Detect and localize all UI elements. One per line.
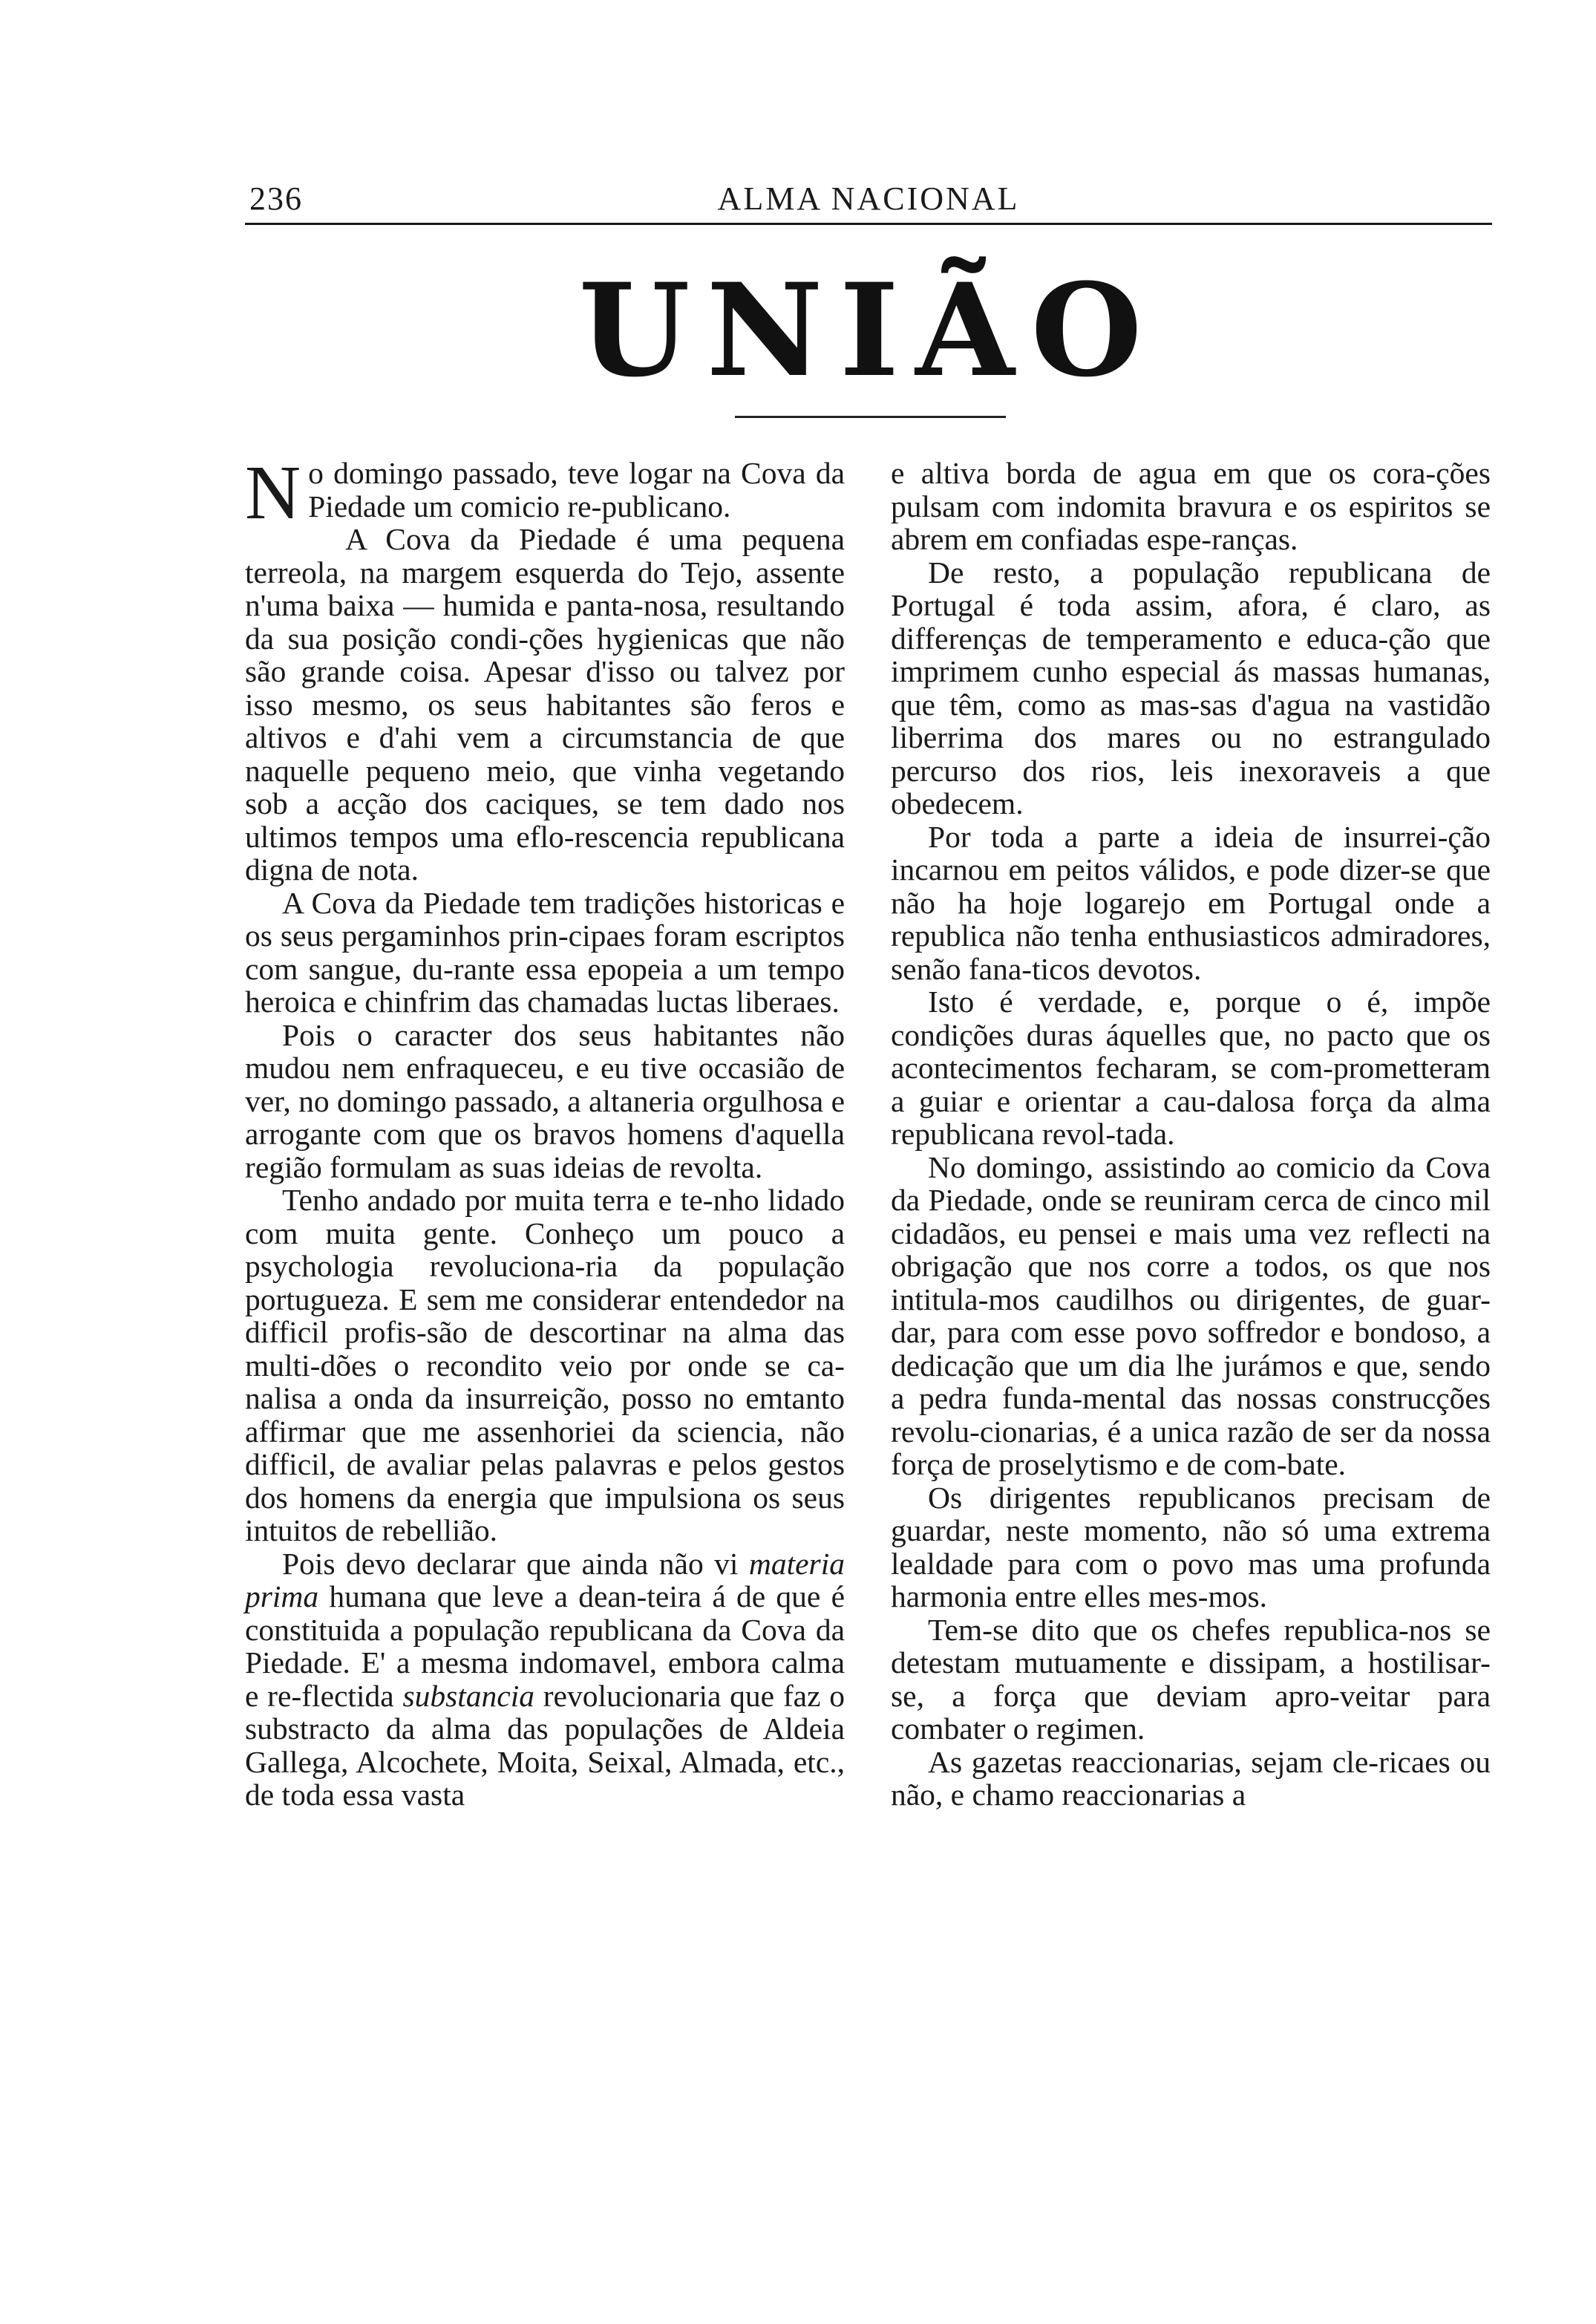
header-rule [245, 223, 1492, 225]
paragraph: A Cova da Piedade tem tradições historicas e os seus pergaminhos prin-cipaes foram escriptos com sangue, du-rante essa epopeia a um tempo heroica e chinfrim das chamadas luctas liberaes. [245, 885, 845, 1019]
paragraph: Por toda a parte a ideia de insurrei-ção incarnou em peitos válidos, e pode dizer-se que não ha hoje logarejo em Portugal onde a republica não tenha enthusiasticos admiradores, senão fana-ticos devotos. [891, 819, 1491, 986]
paragraph: De resto, a população republicana de Portugal é toda assim, afora, é claro, as differenças de temperamento e educa-ção que imprimem cunho especial ás massas humanas, que têm, como as mas-sas d'agua na vastidão liberrima dos mares ou no estrangulado percurso dos rios, leis inexoraveis a que obedecem. [891, 555, 1491, 820]
italic-phrase: substancia [402, 1678, 534, 1713]
paragraph: As gazetas reaccionarias, sejam cle-ricaes ou não, e chamo reaccionarias a [891, 1744, 1491, 1812]
page-number: 236 [249, 180, 303, 217]
paragraph-text: o domingo passado, teve logar na Cova da Piedade um comicio re-publicano. [308, 456, 845, 523]
paragraph: Isto é verdade, e, porque o é, impõe condições duras áquelles que, no pacto que os acontecimentos fecharam, se com-prometteram a guiar e orientar a cau-dalosa força da alma republicana revol-tada. [891, 985, 1491, 1151]
paragraph: Tenho andado por muita terra e te-nho lidado com muita gente. Conheço um pouco a psychologia revoluciona-ria da população portugueza. E sem me considerar entendedor na difficil profis-são de descortinar na alma das multi-dões o recondito veio por onde se ca-nalisa a onda da insurreição, posso no emtanto affirmar que me assenhoriei da sciencia, não difficil, de avaliar pelas palavras e pelos gestos dos homens da energia que impulsiona os seus intuitos de rebellião. [245, 1183, 845, 1547]
paragraph: No domingo, assistindo ao comicio da Cova da Piedade, onde se reuniram cerca de cinco mil cidadãos, eu pensei e mais uma vez reflecti na obrigação que nos corre a todos, os que nos intitula-mos caudilhos ou dirigentes, de guar-dar, para com esse povo soffredor e bondoso, a dedicação que um dia lhe jurámos e que, sendo a pedra funda-mental das nossas construcções revolu-cionarias, é a unica razão de ser da nossa força de proselytismo e de com-bate. [891, 1149, 1491, 1481]
paragraph: Tem-se dito que os chefes republica-nos se detestam mutuamente e dissipam, a hostilisar-se, a força que deviam apro-veitar para combater o regimen. [891, 1612, 1491, 1746]
right-column [891, 457, 1491, 1812]
paragraph: A Cova da Piedade é uma pequena terreola, na margem esquerda do Tejo, assente n'uma baixa — humida e panta-nosa, resultando da sua posição condi-ções hygienicas que não são grande coisa. Apesar d'isso ou talvez por isso mesmo, os seus habitantes são feros e altivos e d'ahi vem a circumstancia de que naquelle pequeno meio, que vinha vegetando sob a acção dos caciques, se tem dado nos ultimos tempos uma eflo-rescencia republicana digna de nota. [245, 522, 845, 887]
running-title: ALMA NACIONAL [717, 180, 1020, 217]
paragraph [245, 450, 845, 535]
title-divider [735, 416, 1006, 418]
paragraph: Os dirigentes republicanos precisam de guardar, neste momento, não só uma extrema lealdade para com o povo mas uma profunda harmonia entre elles mes-mos. [891, 1480, 1491, 1613]
italic-phrase: materia prima [245, 1546, 845, 1613]
paragraph [245, 1547, 845, 1812]
paragraph: Pois o caracter dos seus habitantes não mudou nem enfraqueceu, e eu tive occasião de ver, no domingo passado, a altaneria orgulhosa e arrogante com que os bravos homens d'aquella região formulam as suas ideias de revolta. [245, 1017, 845, 1184]
paragraph-text: humana que leve a dean-teira á de que é constituida a população republicana da Cova da Piedade. E' a mesma indomavel, embora calma e re-flectida [245, 1579, 845, 1713]
paragraph: e altiva borda de agua em que os cora-ções pulsam com indomita bravura e os espiritos se abrem em confiadas espe-ranças. [891, 456, 1491, 556]
drop-cap: N [245, 450, 301, 535]
page-header [245, 177, 1492, 221]
paragraph-text: revolucionaria que faz o substracto da alma das populações de Aldeia Gallega, Alcochete, Moita, Seixal, Almada, etc., de toda essa vasta [245, 1678, 846, 1812]
left-column [245, 450, 846, 1812]
paragraph-text: Pois devo declarar que ainda não vi [282, 1546, 739, 1581]
article-title: UNIÃO [578, 255, 1159, 405]
